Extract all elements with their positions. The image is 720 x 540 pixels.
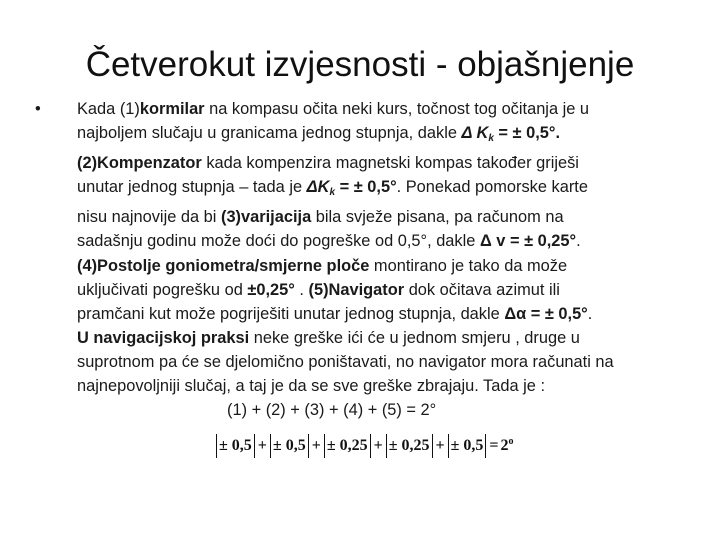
text-line-1: Kada (1)kormilar na kompasu očita neki kurs, točnost tog očitanja je u xyxy=(77,100,590,118)
formula-plus-4: + xyxy=(435,437,445,454)
formula-result: 2 xyxy=(500,437,509,454)
formula-term-5: ± 0,5 xyxy=(448,434,487,458)
text-line-6: sadašnju godinu može doći do pogreške od 0,5°, dakle Δ v = ± 0,25°. xyxy=(77,232,581,251)
error-sum-formula xyxy=(215,430,514,456)
explanation-paragraph xyxy=(55,97,695,422)
formula-plus-3: + xyxy=(373,437,383,454)
text-line-8: uključivati pogrešku od ±0,25° . (5)Navigator dok očitava azimut ili xyxy=(77,280,560,299)
text-line-12: najnepovoljniji slučaj, a taj je da se sve greške zbrajaju. Tada je : xyxy=(77,377,546,396)
text-line-9: pramčani kut može pogriješiti unutar jednog stupnja, dakle Δα = ± 0,5°. xyxy=(77,304,593,323)
formula-term-4: ± 0,25 xyxy=(386,434,433,458)
formula-term-1: ± 0,5 xyxy=(216,434,255,458)
text-line-10: U navigacijskoj praksi neke greške ići će u jednom smjeru , druge u xyxy=(77,328,580,347)
text-line-5: nisu najnovije da bi (3)varijacija bila svježe pisana, pa računom na xyxy=(77,208,564,227)
formula-equals: = xyxy=(489,437,499,454)
text-line-4: unutar jednog stupnja – tada je $\Delta K_k$ = ± 0,5°. Ponekad pomorske karte xyxy=(77,178,588,199)
formula-plus-2: + xyxy=(311,437,321,454)
slide-title: Četverokut izvjesnosti - objašnjenje xyxy=(85,45,635,84)
formula-degree: o xyxy=(508,436,514,447)
text-line-2: najboljem slučaju u granicama jednog stupnja, dakle Δ $K_k$ = ± 0,5°. xyxy=(77,124,560,145)
bullet-content xyxy=(35,97,695,422)
formula-term-3: ± 0,25 xyxy=(324,434,371,458)
text-line-7: (4)Postolje goniometra/smjerne ploče montirano je tako da može xyxy=(77,256,568,275)
text-line-3: (2)Kompenzator kada kompenzira magnetski kompas također griješi xyxy=(77,154,579,173)
bullet-marker: • xyxy=(35,100,41,118)
formula-term-2: ± 0,5 xyxy=(270,434,309,458)
formula-plus-1: + xyxy=(257,437,267,454)
text-line-11: suprotnom pa će se djelomično poništavati, no navigator mora računati na xyxy=(77,352,614,371)
error-sum-line: (1) + (2) + (3) + (4) + (5) = 2° xyxy=(227,401,437,420)
